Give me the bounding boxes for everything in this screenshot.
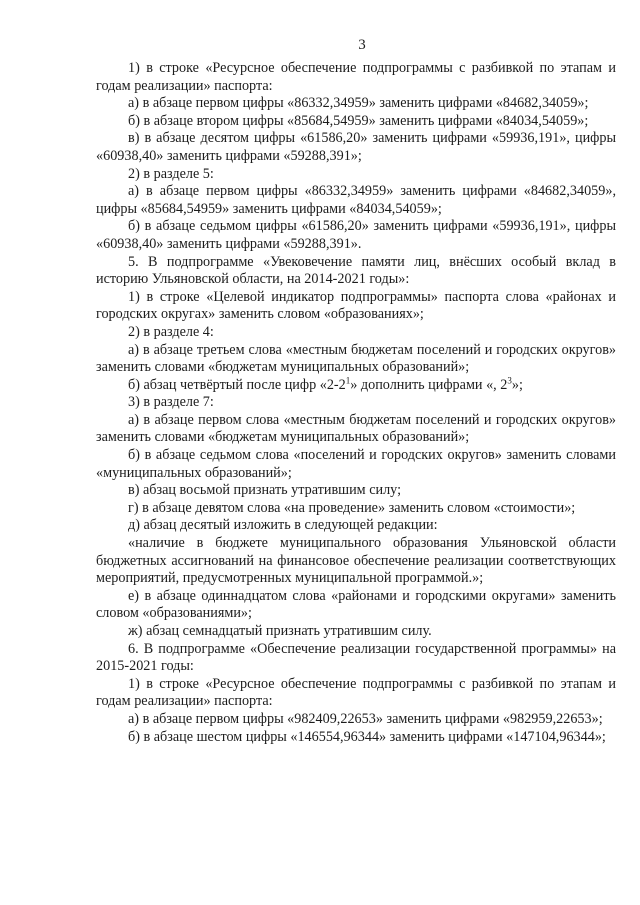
paragraph: 2) в разделе 5: [128,165,214,182]
paragraph: 1) в строке «Целевой индикатор подпрограммы» паспорта слова «районах и городских округах» заменить словом «образованиях»; [96,288,616,323]
paragraph: е) в абзаце одиннадцатом слова «районами и городскими округами» заменить словом «образованиями»; [96,587,616,622]
page-number: 3 [358,37,366,53]
paragraph: б) в абзаце втором цифры «85684,54959» заменить цифрами «84034,54059»; [128,112,589,129]
paragraph: «наличие в бюджете муниципального образования Ульяновской области бюджетных ассигнований на финансовое обеспечение реализации соответствующих мероприятий, предусмотренных муниципальной программой.»; [96,535,616,587]
paragraph: 3) в разделе 7: [128,394,214,411]
paragraph: а) в абзаце первом цифры «86332,34959» заменить цифрами «84682,34059», цифры «85684,54959» заменить цифрами «84034,54059»; [96,183,616,217]
paragraph: г) в абзаце девятом слова «на проведение» заменить словом «стоимости»; [128,499,576,516]
paragraph: б) в абзаце шестом цифры «146554,96344» заменить цифрами «147104,96344»; [128,728,606,745]
paragraph: в) в абзаце десятом цифры «61586,20» заменить цифрами «59936,191», цифры «60938,40» заменить цифрами «59288,391»; [96,130,616,164]
superscript: 3 [507,374,512,385]
paragraph-text: »; [511,376,523,393]
paragraph-text: б) абзац четвёртый после цифр «2-2 [128,376,346,393]
paragraph: ж) абзац семнадцатый признать утратившим силу. [128,623,432,639]
paragraph: 1) в строке «Ресурсное обеспечение подпрограммы с разбивкой по этапам и годам реализации» паспорта: [96,60,616,94]
paragraph: б) в абзаце седьмом слова «поселений и городских округов» заменить словами «муниципальных образований»; [96,447,616,481]
paragraph: 1) в строке «Ресурсное обеспечение подпрограммы с разбивкой по этапам и годам реализации» паспорта: [96,675,616,710]
paragraph: а) в абзаце третьем слова «местным бюджетам поселений и городских округов» заменить словами «бюджетам муниципальных образований»; [96,341,616,376]
paragraph: д) абзац десятый изложить в следующей редакции: [128,517,438,534]
paragraph: в) абзац восьмой признать утратившим силу; [128,482,402,499]
paragraph: а) в абзаце первом слова «местным бюджетам поселений и городских округов» заменить словами «бюджетам муниципальных образований»; [96,411,616,446]
superscript: 1 [345,374,351,385]
paragraph: 6. В подпрограмме «Обеспечение реализации государственной программы» на 2015-2021 годы: [96,640,616,675]
paragraph: 2) в разделе 4: [128,323,214,340]
paragraph-with-superscripts [96,374,616,395]
paragraph-text: » дополнить цифрами «, 2 [350,376,508,393]
paragraph: 5. В подпрограмме «Увековечение памяти лиц, внёсших особый вклад в историю Ульяновской области, на 2014-2021 годы»: [96,253,616,288]
paragraph: б) в абзаце седьмом цифры «61586,20» заменить цифрами «59936,191», цифры «60938,40» заменить цифрами «59288,391». [96,218,616,252]
paragraph: а) в абзаце первом цифры «982409,22653» заменить цифрами «982959,22653»; [128,710,603,727]
paragraph: а) в абзаце первом цифры «86332,34959» заменить цифрами «84682,34059»; [128,95,589,112]
